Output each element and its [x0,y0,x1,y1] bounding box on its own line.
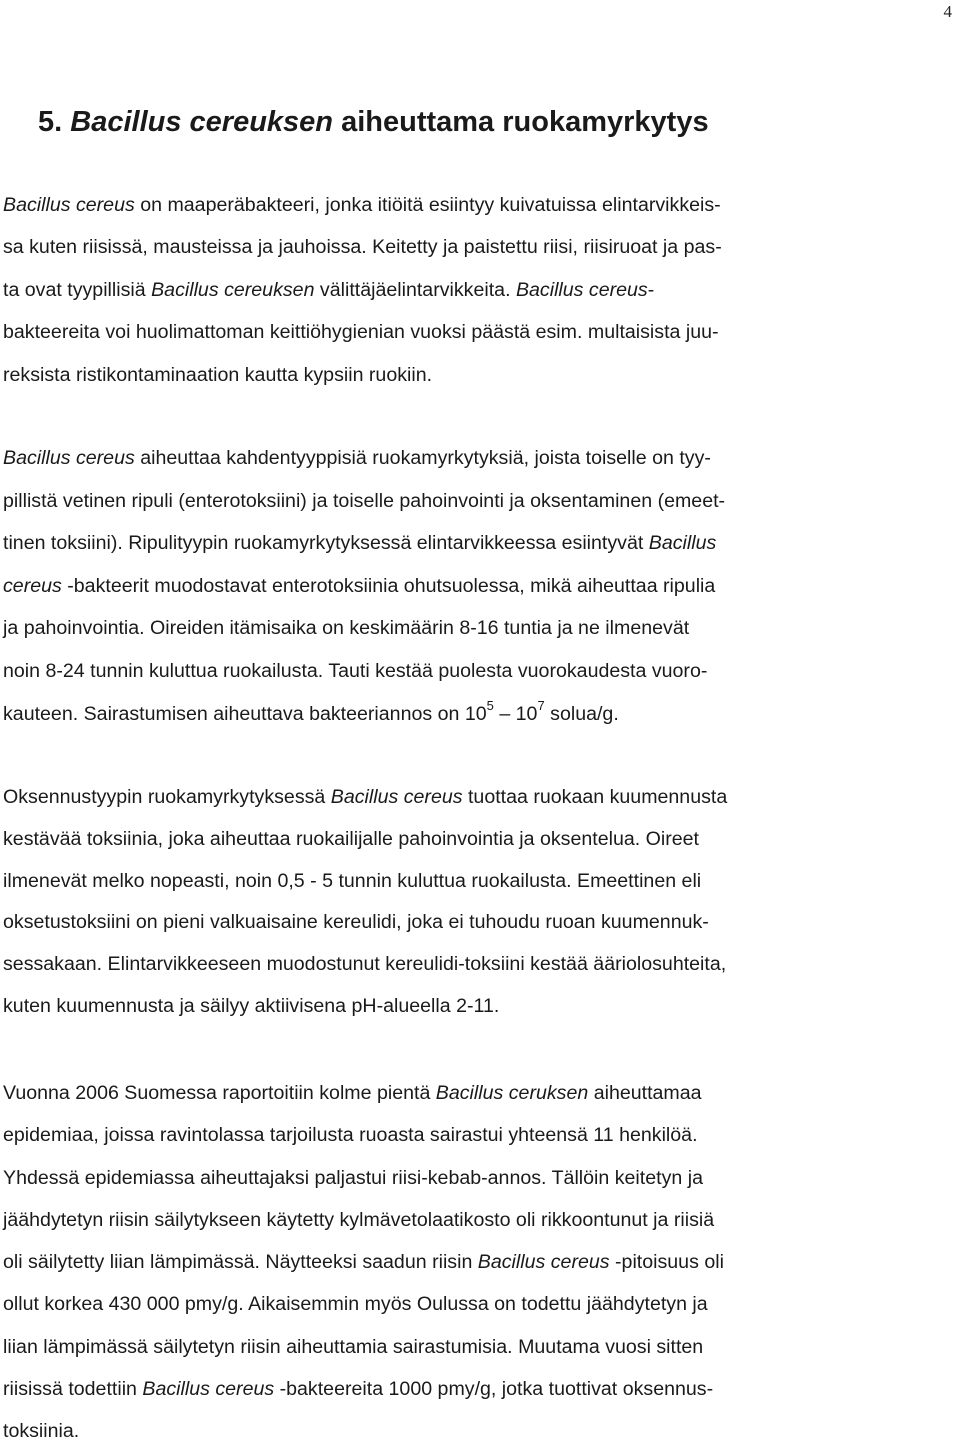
text-run: – 10 [493,702,538,725]
text-line [3,777,912,819]
species-name: cereus [3,574,62,597]
text-run: tuottaa ruokaan kuumennusta [462,786,728,808]
text-run: aiheuttamaa [588,1082,702,1104]
text-line [3,1368,912,1410]
species-name: Bacillus cereus [3,447,135,469]
paragraph-emetic-type [3,777,912,1028]
paragraph-outbreaks [3,1072,912,1453]
paragraph-diarrhea-type [3,437,912,735]
heading-italic: Bacillus cereuksen [70,106,334,138]
text-run: - [647,278,655,301]
text-run: oli säilytetty liian lämpimässä. Näytteeksi saadun riisin [3,1251,478,1274]
text-run: solua/g. [544,702,619,725]
text-run: kauteen. Sairastumisen aiheuttava bakteeriannos on 10 [3,702,487,725]
text-run: ta ovat tyypillisiä [3,278,152,301]
text-line: kuten kuumennusta ja säilyy aktiivisena pH-alueella 2-11. [3,994,500,1017]
text-run: välittäjäelintarvikkeita. [314,278,516,301]
text-line: reksista ristikontaminaation kautta kypsiin ruokiin. [3,363,433,386]
text-line [3,1241,912,1283]
text-line: oksetustoksiini on pieni valkuaisaine kereulidi, joka ei tuhoudu ruoan kuumennuk- [3,911,709,934]
text-line [3,437,912,480]
species-name: Bacillus cereus [330,786,463,808]
text-line: sessakaan. Elintarvikkeeseen muodostunut kereulidi-toksiini kestää ääriolosuhteita, [3,953,727,976]
text-run: on maaperäbakteeri, jonka itiöitä esiintyy kuivatuissa elintarvikkeis- [134,194,721,216]
paragraph-intro [3,184,912,396]
text-run: Vuonna 2006 Suomessa raportoitiin kolme pientä [3,1082,436,1104]
text-line: noin 8-24 tunnin kuluttua ruokailusta. Tauti kestää puolesta vuorokaudesta vuoro- [3,659,708,682]
species-name: Bacillus cereuksen [151,278,315,301]
text-line: pillistä vetinen ripuli (enterotoksiini) ja toiselle pahoinvointi ja oksentaminen (emeet- [3,489,726,512]
text-line: bakteereita voi huolimattoman keittiöhygienian vuoksi päästä esim. multaisista juu- [3,321,719,344]
section-heading [38,100,709,144]
exponent: 7 [537,698,545,714]
text-line: Yhdessä epidemiassa aiheuttajaksi paljastui riisi-kebab-annos. Tällöin keitetyn ja [3,1166,703,1189]
text-line [3,522,912,565]
text-line: kestävää toksiinia, joka aiheuttaa ruokailijalle pahoinvointia ja oksentelua. Oireet [3,827,699,850]
text-line: ilmenevät melko nopeasti, noin 0,5 - 5 tunnin kuluttua ruokailusta. Emeettinen eli [3,869,702,892]
text-line: liian lämpimässä säilytetyn riisin aiheuttamia sairastumisia. Muutama vuosi sitten [3,1335,704,1358]
text-run: tinen toksiini). Ripulityypin ruokamyrkytyksessä elintarvikkeessa esiintyvät [3,532,649,555]
text-run: -bakteerit muodostavat enterotoksiinia ohutsuolessa, mikä aiheuttaa ripulia [61,574,716,597]
text-line: jäähdytetyn riisin säilytykseen käytetty kylmävetolaatikosto oli rikkoontunut ja riisiä [3,1208,715,1231]
text-line: epidemiaa, joissa ravintolassa tarjoilusta ruoasta sairastui yhteensä 11 henkilöä. [3,1124,698,1147]
species-name: Bacillus cereus [515,278,648,301]
heading-rest: aiheuttama ruokamyrkytys [341,106,709,138]
page-number: 4 [943,2,952,21]
exponent: 5 [486,698,494,714]
text-line [3,184,912,226]
text-line: ollut korkea 430 000 pmy/g. Aikaisemmin myös Oulussa on todettu jäähdytetyn ja [3,1293,708,1316]
text-run: -bakteereita 1000 pmy/g, jotka tuottivat oksennus- [274,1378,714,1401]
text-run: riisissä todettiin [3,1378,143,1401]
text-line: sa kuten riisissä, mausteissa ja jauhoissa. Keitetty ja paistettu riisi, riisiruoat ja pas- [3,236,722,259]
text-run: -pitoisuus oli [609,1251,724,1274]
species-name: Bacillus ceruksen [435,1082,589,1104]
text-line [3,269,912,311]
species-name: Bacillus cereus [142,1378,275,1401]
text-run: aiheuttaa kahdentyyppisiä ruokamyrkytyksiä, joista toiselle on tyy- [134,447,711,469]
species-name: Bacillus [648,532,717,555]
text-line [3,565,912,608]
heading-number: 5. [38,106,63,138]
species-name: Bacillus cereus [3,194,135,216]
text-line [3,693,912,736]
text-line [3,1072,912,1114]
text-line: toksiinia. [3,1420,80,1443]
text-run: Oksennustyypin ruokamyrkytyksessä [3,786,331,808]
text-line: ja pahoinvointia. Oireiden itämisaika on keskimäärin 8-16 tuntia ja ne ilmenevät [3,617,690,640]
species-name: Bacillus cereus [477,1251,610,1274]
